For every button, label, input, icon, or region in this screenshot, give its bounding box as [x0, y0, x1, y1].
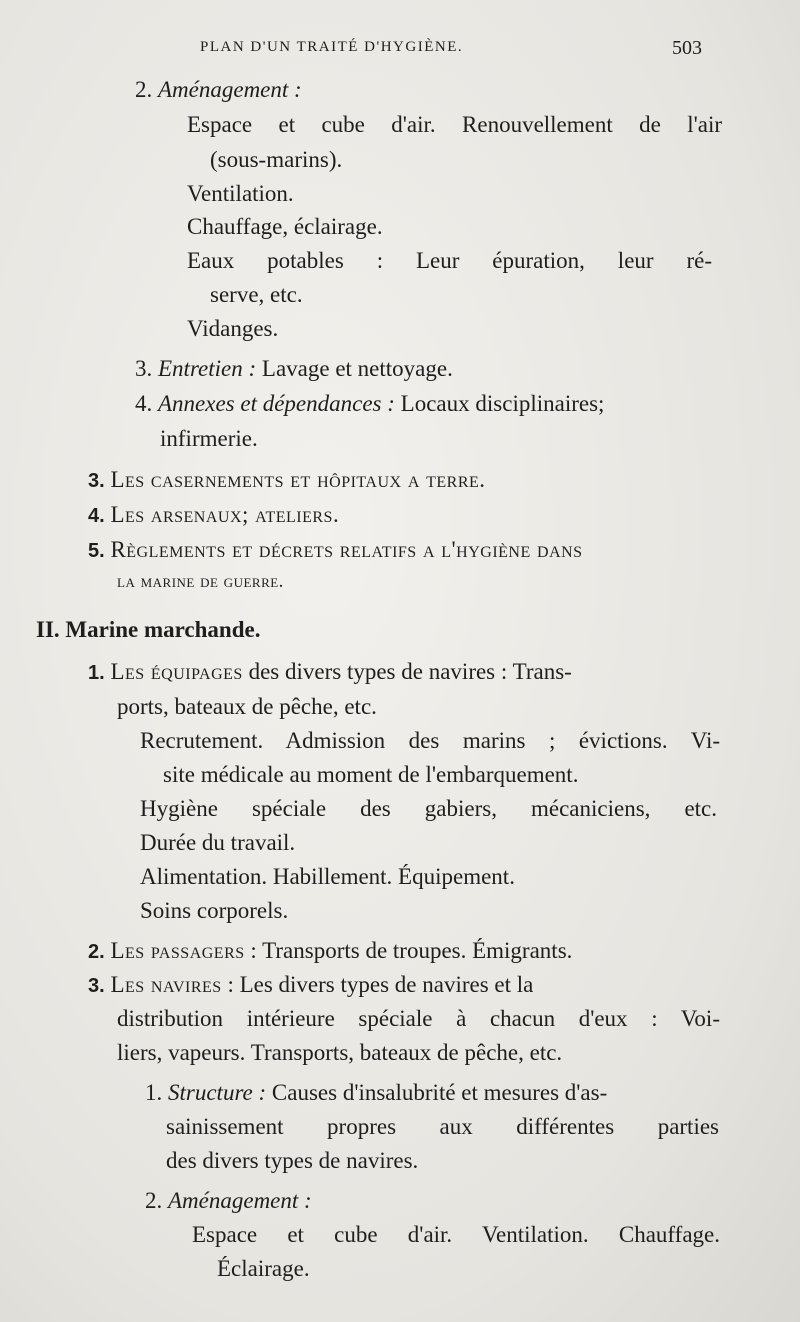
section-text: : Transports de troupes. Émigrants.	[250, 938, 573, 963]
text-line: Durée du travail.	[140, 830, 296, 855]
section-line	[88, 973, 533, 996]
section-line	[88, 538, 583, 561]
section-title: Règlements et décrets relatifs a l'hygiène dans	[110, 537, 583, 562]
section-number: 2.	[88, 941, 105, 963]
section-title: Les casernements et hôpitaux a terre.	[110, 467, 486, 492]
text-line: Eaux potables : Leur épuration, leur ré-	[187, 248, 712, 273]
text-line: ports, bateaux de pêche, etc.	[117, 694, 377, 719]
text-line: des divers types de navires.	[166, 1148, 419, 1173]
running-header: PLAN D'UN TRAITÉ D'HYGIÈNE.	[200, 39, 464, 55]
section-number: 4.	[88, 505, 105, 527]
text-line: sainissement propres aux différentes parties	[166, 1114, 719, 1139]
section-title: Les arsenaux; ateliers.	[110, 502, 340, 527]
part-title: Marine marchande.	[65, 617, 261, 642]
section-title: Les navires	[110, 972, 222, 997]
section-number: 1.	[88, 662, 105, 684]
text-line: Soins corporels.	[140, 898, 289, 923]
section-number: 3.	[88, 975, 105, 997]
text-line: distribution intérieure spéciale à chacun d'eux : Voi-	[117, 1006, 720, 1031]
text-line: Chauffage, éclairage.	[187, 214, 383, 239]
text-line: Éclairage.	[217, 1256, 310, 1281]
section-title: Les passagers	[110, 938, 245, 963]
item-number: 2.	[145, 1188, 163, 1213]
section-line	[88, 468, 486, 491]
item-number: 4.	[135, 391, 153, 416]
item-number: 1.	[145, 1080, 163, 1105]
item-text: Causes d'insalubrité et mesures d'as-	[271, 1080, 608, 1105]
item-heading: Aménagement :	[158, 77, 302, 102]
text-line	[135, 392, 604, 415]
item-heading: Structure :	[168, 1080, 267, 1105]
text-line	[145, 1081, 607, 1104]
text-line: liers, vapeurs. Transports, bateaux de pêche, etc.	[117, 1040, 563, 1065]
item-heading: Aménagement :	[168, 1188, 312, 1213]
section-number: 3.	[88, 470, 105, 492]
item-number: 3.	[135, 356, 153, 381]
item-heading: Annexes et dépendances :	[158, 391, 395, 416]
item-number: 2.	[135, 77, 153, 102]
part-number: II.	[36, 617, 60, 642]
text-line: Espace et cube d'air. Renouvellement de l'air	[187, 112, 722, 137]
text-line: serve, etc.	[210, 282, 303, 307]
section-line	[88, 660, 572, 683]
text-line	[135, 357, 453, 380]
section-line	[88, 939, 572, 962]
text-line: Hygiène spéciale des gabiers, mécaniciens, etc.	[140, 796, 717, 821]
text-line: Vidanges.	[187, 316, 279, 341]
part-heading	[36, 618, 260, 641]
text-line: Ventilation.	[187, 181, 294, 206]
section-title: Les équipages	[110, 659, 243, 684]
item-heading: Entretien :	[158, 356, 257, 381]
text-line: infirmerie.	[160, 426, 258, 451]
item-text: Locaux disciplinaires;	[400, 391, 605, 416]
section-text: des divers types de navires : Trans-	[248, 659, 572, 684]
item-text: Lavage et nettoyage.	[261, 356, 453, 381]
section-line	[88, 503, 339, 526]
section-number: 5.	[88, 540, 105, 562]
text-line	[135, 78, 302, 101]
text-line: (sous-marins).	[210, 147, 343, 172]
text-line: Recrutement. Admission des marins ; évictions. Vi-	[140, 728, 720, 753]
page-number: 503	[672, 37, 702, 59]
text-line: site médicale au moment de l'embarquement.	[163, 762, 579, 787]
text-line	[145, 1189, 312, 1212]
section-text: : Les divers types de navires et la	[227, 972, 534, 997]
text-line: Alimentation. Habillement. Équipement.	[140, 864, 515, 889]
text-line: Espace et cube d'air. Ventilation. Chauffage.	[192, 1222, 720, 1247]
section-title-cont: la marine de guerre.	[117, 571, 284, 592]
